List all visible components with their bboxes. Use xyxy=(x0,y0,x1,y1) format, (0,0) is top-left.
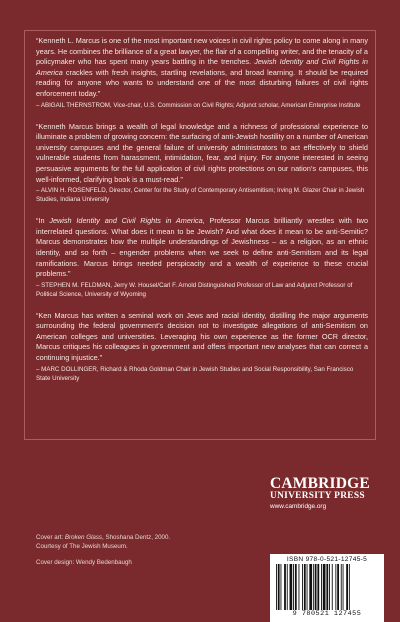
blurb-quote: “Ken Marcus has written a seminal work on Jews and racial identity, distilling the major arguments surrounding the federal government’s decision not to investigate allegations of anti-Semitism on American colleges and universities. Leveraging his own experience as the former OCR director, Marcus critiques his colleagues in government and offers important new analyses that can correct a continuing injustice.” xyxy=(36,310,368,363)
isbn-label: ISBN 978-0-521-12745-5 xyxy=(286,556,368,563)
blurb-quote: “Kenneth L. Marcus is one of the most important new voices in civil rights policy to come along in many years. He combines the brilliance of a great lawyer, the flair of a compelling writer, and the tenacity of a policymaker who has spent many years battling in the trenches. Jewish Identity and Civil Rights in America crackles with fresh insights, startling revelations, and broad learning. It should be required reading for anyone who wants to understand one of the most disturbing failures of civil rights enforcement today.” xyxy=(36,36,368,98)
barcode-bars xyxy=(274,564,380,610)
back-cover-footer xyxy=(0,452,400,618)
publisher-url: www.cambridge.org xyxy=(270,503,327,510)
courtesy-credit: Courtesy of The Jewish Museum. xyxy=(36,542,128,550)
blurb-quote: “In Jewish Identity and Civil Rights in America, Professor Marcus brilliantly wrestles with two interrelated questions. What does it mean to be Jewish? And what does it mean to be anti-Semitic? Marcus demonstrates how the multiple understandings of Jewishness – as a religion, as an ethnic identity, and so forth – engender problems when we seek to define anti-Semitism and its legal ramifications. Marcus brings needed perspicacity and a wealth of experience to these crucial problems.” xyxy=(36,216,369,279)
publisher-name: CAMBRIDGE xyxy=(270,475,370,492)
blurbs xyxy=(36,36,368,395)
publisher-press: UNIVERSITY PRESS xyxy=(270,491,365,501)
blurb xyxy=(36,216,368,299)
blurb-attribution: – ALVIN H. ROSENFELD, Director, Center for the Study of Contemporary Antisemitism; Irving M. Glazer Chair in Jewish Studies, Indiana University xyxy=(36,187,365,204)
cover-design-credit: Cover design: Wendy Bedenbaugh xyxy=(36,559,132,567)
cover-art-credit: Cover art: Broken Glass, Shoshana Dentz, 2000. xyxy=(36,534,171,541)
blurb-attribution: – STEPHEN M. FELDMAN, Jerry W. Housel/Carl F. Arnold Distinguished Professor of Law and Adjunct Professor of Political Science, University of Wyoming xyxy=(36,281,353,298)
barcode-digits: 9 780521 127455 xyxy=(292,610,362,618)
blurb-quote: “Kenneth Marcus brings a wealth of legal knowledge and a richness of professional experience to illuminate a problem of growing concern: the surfacing of anti-Jewish hostility on a number of American university campuses and the general failure of university administrators to act effectively to shield vulnerable students from harassment, intimidation, fear, and injury. For anyone interested in seeing persuasive arguments for the full application of civil rights protections on our nation’s campuses, this well-informed, clarifying book is a must-read.” xyxy=(36,121,368,184)
barcode xyxy=(270,554,384,622)
cover-credits xyxy=(36,534,216,568)
blurb xyxy=(36,122,368,205)
blurb-attribution: – ABIGAIL THERNSTROM, Vice-chair, U.S. Commission on Civil Rights; Adjunct scholar, American Enterprise Institute xyxy=(36,101,361,109)
blurb-attribution: – MARC DOLLINGER, Richard & Rhoda Goldman Chair in Jewish Studies and Social Responsibility, San Francisco State University xyxy=(36,365,354,382)
publisher-logo xyxy=(270,476,382,512)
blurb xyxy=(36,36,368,110)
blurb xyxy=(36,311,368,383)
